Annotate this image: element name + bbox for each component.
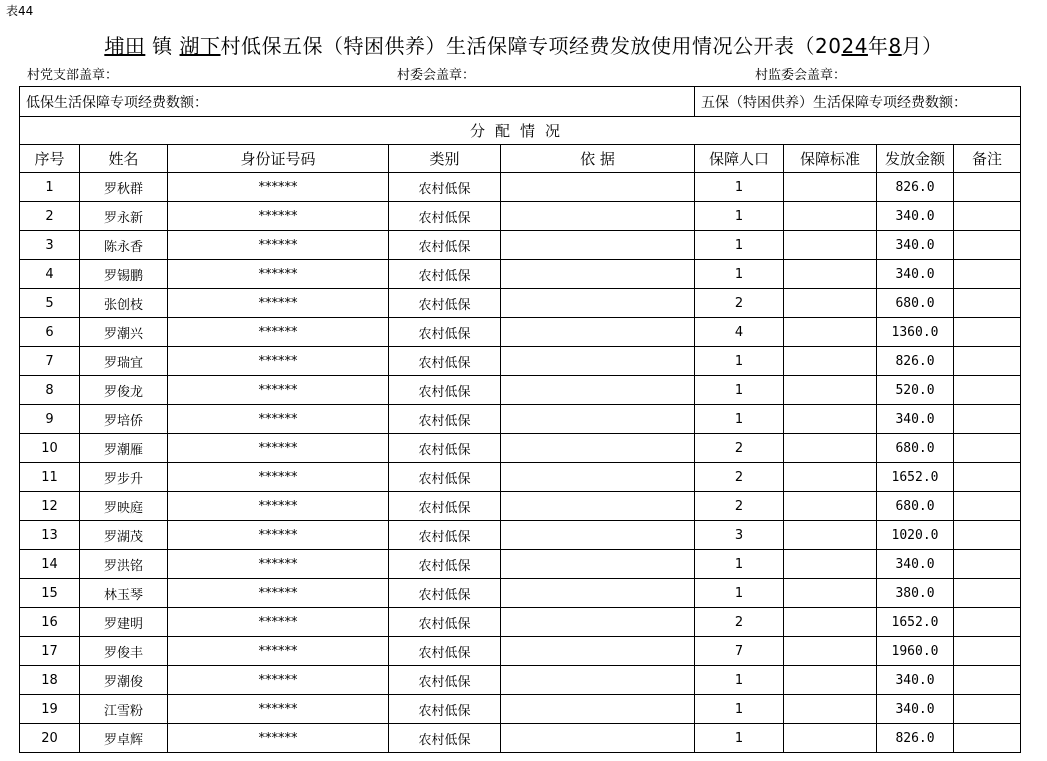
cell-id: ****** — [168, 376, 389, 405]
cell-standard — [784, 405, 877, 434]
cell-amount: 340.0 — [877, 695, 954, 724]
cell-amount: 826.0 — [877, 173, 954, 202]
title-month-suffix: 月） — [901, 34, 943, 58]
cell-standard — [784, 724, 877, 753]
cell-name: 罗锡鹏 — [80, 260, 168, 289]
cell-amount: 826.0 — [877, 347, 954, 376]
cell-standard — [784, 492, 877, 521]
cell-note — [954, 724, 1021, 753]
cell-note — [954, 695, 1021, 724]
cell-amount: 340.0 — [877, 231, 954, 260]
cell-id: ****** — [168, 724, 389, 753]
cell-basis — [501, 579, 695, 608]
cell-population: 1 — [695, 405, 784, 434]
cell-id: ****** — [168, 608, 389, 637]
cell-id: ****** — [168, 405, 389, 434]
cell-no: 6 — [20, 318, 80, 347]
cell-name: 罗映庭 — [80, 492, 168, 521]
cell-basis — [501, 231, 695, 260]
cell-note — [954, 579, 1021, 608]
cell-category: 农村低保 — [389, 231, 501, 260]
table-row — [20, 724, 1021, 753]
cell-amount: 680.0 — [877, 492, 954, 521]
cell-id: ****** — [168, 434, 389, 463]
table-row — [20, 202, 1021, 231]
cell-note — [954, 666, 1021, 695]
cell-basis — [501, 376, 695, 405]
title-year-suffix: 年 — [867, 34, 889, 58]
header-population: 保障人口 — [695, 145, 784, 173]
cell-standard — [784, 173, 877, 202]
cell-standard — [784, 463, 877, 492]
header-no: 序号 — [20, 145, 80, 173]
cell-standard — [784, 318, 877, 347]
cell-id: ****** — [168, 695, 389, 724]
cell-id: ****** — [168, 318, 389, 347]
cell-amount: 380.0 — [877, 579, 954, 608]
cell-name: 罗俊龙 — [80, 376, 168, 405]
header-note: 备注 — [954, 145, 1021, 173]
cell-category: 农村低保 — [389, 608, 501, 637]
cell-amount: 1652.0 — [877, 463, 954, 492]
table-row — [20, 231, 1021, 260]
cell-note — [954, 434, 1021, 463]
cell-population: 1 — [695, 173, 784, 202]
cell-note — [954, 637, 1021, 666]
cell-standard — [784, 260, 877, 289]
title-village: 湖下 — [179, 34, 221, 58]
cell-name: 罗洪铭 — [80, 550, 168, 579]
cell-no: 9 — [20, 405, 80, 434]
cell-category: 农村低保 — [389, 202, 501, 231]
cell-category: 农村低保 — [389, 347, 501, 376]
cell-population: 4 — [695, 318, 784, 347]
cell-standard — [784, 202, 877, 231]
cell-no: 13 — [20, 521, 80, 550]
cell-note — [954, 376, 1021, 405]
table-row — [20, 260, 1021, 289]
cell-id: ****** — [168, 260, 389, 289]
table-row — [20, 405, 1021, 434]
cell-category: 农村低保 — [389, 318, 501, 347]
cell-population: 2 — [695, 434, 784, 463]
cell-population: 1 — [695, 347, 784, 376]
cell-no: 17 — [20, 637, 80, 666]
cell-id: ****** — [168, 666, 389, 695]
cell-no: 5 — [20, 289, 80, 318]
cell-amount: 340.0 — [877, 405, 954, 434]
cell-population: 1 — [695, 666, 784, 695]
table-row — [20, 637, 1021, 666]
cell-id: ****** — [168, 231, 389, 260]
cell-standard — [784, 695, 877, 724]
title-month: 8 — [888, 34, 902, 58]
cell-population: 2 — [695, 289, 784, 318]
cell-category: 农村低保 — [389, 260, 501, 289]
cell-population: 1 — [695, 231, 784, 260]
cell-basis — [501, 463, 695, 492]
cell-basis — [501, 318, 695, 347]
cell-category: 农村低保 — [389, 463, 501, 492]
cell-no: 12 — [20, 492, 80, 521]
table-row — [20, 695, 1021, 724]
cell-amount: 1360.0 — [877, 318, 954, 347]
cell-id: ****** — [168, 347, 389, 376]
cell-basis — [501, 492, 695, 521]
table-row — [20, 463, 1021, 492]
cell-no: 16 — [20, 608, 80, 637]
cell-standard — [784, 550, 877, 579]
cell-standard — [784, 666, 877, 695]
header-category: 类别 — [389, 145, 501, 173]
cell-standard — [784, 608, 877, 637]
cell-name: 张创枝 — [80, 289, 168, 318]
cell-amount: 826.0 — [877, 724, 954, 753]
cell-amount: 520.0 — [877, 376, 954, 405]
header-basis: 依 据 — [501, 145, 695, 173]
cell-name: 罗瑞宜 — [80, 347, 168, 376]
cell-population: 1 — [695, 695, 784, 724]
cell-no: 19 — [20, 695, 80, 724]
cell-id: ****** — [168, 637, 389, 666]
cell-basis — [501, 666, 695, 695]
title-main: 村低保五保（特困供养）生活保障专项经费发放使用情况公开表（20 — [220, 34, 842, 58]
cell-population: 3 — [695, 521, 784, 550]
header-row — [20, 145, 1021, 173]
cell-note — [954, 521, 1021, 550]
cell-amount: 1020.0 — [877, 521, 954, 550]
cell-amount: 1652.0 — [877, 608, 954, 637]
header-name: 姓名 — [80, 145, 168, 173]
cell-amount: 340.0 — [877, 550, 954, 579]
cell-amount: 1960.0 — [877, 637, 954, 666]
cell-name: 罗建明 — [80, 608, 168, 637]
cell-note — [954, 231, 1021, 260]
fund-row — [20, 87, 1021, 117]
cell-basis — [501, 434, 695, 463]
cell-category: 农村低保 — [389, 550, 501, 579]
cell-id: ****** — [168, 289, 389, 318]
cell-population: 7 — [695, 637, 784, 666]
cell-name: 罗潮雁 — [80, 434, 168, 463]
cell-basis — [501, 289, 695, 318]
table-row — [20, 521, 1021, 550]
cell-note — [954, 318, 1021, 347]
cell-category: 农村低保 — [389, 579, 501, 608]
cell-id: ****** — [168, 463, 389, 492]
cell-name: 罗俊丰 — [80, 637, 168, 666]
cell-basis — [501, 347, 695, 376]
cell-name: 罗潮兴 — [80, 318, 168, 347]
cell-population: 1 — [695, 724, 784, 753]
cell-basis — [501, 695, 695, 724]
table-row — [20, 550, 1021, 579]
cell-no: 10 — [20, 434, 80, 463]
document-title — [0, 30, 1047, 59]
cell-category: 农村低保 — [389, 434, 501, 463]
cell-no: 14 — [20, 550, 80, 579]
cell-basis — [501, 637, 695, 666]
table-row — [20, 173, 1021, 202]
allocation-table — [19, 86, 1021, 753]
cell-no: 11 — [20, 463, 80, 492]
table-row — [20, 347, 1021, 376]
cell-id: ****** — [168, 550, 389, 579]
cell-no: 4 — [20, 260, 80, 289]
table-row — [20, 376, 1021, 405]
cell-no: 15 — [20, 579, 80, 608]
section-title: 分配情况 — [20, 117, 1021, 145]
cell-basis — [501, 173, 695, 202]
cell-category: 农村低保 — [389, 492, 501, 521]
table-row — [20, 492, 1021, 521]
cell-no: 1 — [20, 173, 80, 202]
cell-basis — [501, 260, 695, 289]
cell-name: 罗卓辉 — [80, 724, 168, 753]
cell-standard — [784, 347, 877, 376]
cell-note — [954, 492, 1021, 521]
cell-standard — [784, 637, 877, 666]
cell-basis — [501, 608, 695, 637]
table-row — [20, 608, 1021, 637]
table-row — [20, 318, 1021, 347]
cell-no: 18 — [20, 666, 80, 695]
cell-category: 农村低保 — [389, 289, 501, 318]
cell-name: 罗潮俊 — [80, 666, 168, 695]
cell-standard — [784, 289, 877, 318]
cell-no: 2 — [20, 202, 80, 231]
cell-name: 罗培侨 — [80, 405, 168, 434]
cell-id: ****** — [168, 492, 389, 521]
party-seal-label: 村党支部盖章： — [27, 68, 119, 83]
table-row — [20, 434, 1021, 463]
cell-note — [954, 347, 1021, 376]
cell-basis — [501, 202, 695, 231]
cell-amount: 340.0 — [877, 260, 954, 289]
title-town-suffix: 镇 — [152, 34, 173, 58]
cell-category: 农村低保 — [389, 521, 501, 550]
cell-note — [954, 289, 1021, 318]
cell-amount: 680.0 — [877, 289, 954, 318]
supervision-seal-label: 村监委会盖章： — [755, 68, 847, 83]
cell-note — [954, 463, 1021, 492]
cell-id: ****** — [168, 173, 389, 202]
cell-population: 2 — [695, 492, 784, 521]
cell-name: 江雪粉 — [80, 695, 168, 724]
cell-no: 7 — [20, 347, 80, 376]
cell-no: 3 — [20, 231, 80, 260]
cell-category: 农村低保 — [389, 405, 501, 434]
cell-standard — [784, 521, 877, 550]
title-town: 埔田 — [104, 34, 146, 58]
header-standard: 保障标准 — [784, 145, 877, 173]
cell-standard — [784, 434, 877, 463]
cell-note — [954, 202, 1021, 231]
table-row — [20, 579, 1021, 608]
table-tag: 表44 — [6, 4, 34, 18]
cell-name: 罗秋群 — [80, 173, 168, 202]
cell-population: 2 — [695, 608, 784, 637]
cell-population: 1 — [695, 579, 784, 608]
cell-standard — [784, 376, 877, 405]
cell-no: 20 — [20, 724, 80, 753]
cell-note — [954, 260, 1021, 289]
cell-standard — [784, 231, 877, 260]
cell-note — [954, 405, 1021, 434]
cell-category: 农村低保 — [389, 173, 501, 202]
cell-name: 陈永香 — [80, 231, 168, 260]
committee-seal-label: 村委会盖章： — [397, 68, 476, 83]
cell-basis — [501, 550, 695, 579]
cell-standard — [784, 579, 877, 608]
cell-name: 罗湖茂 — [80, 521, 168, 550]
cell-amount: 680.0 — [877, 434, 954, 463]
cell-basis — [501, 521, 695, 550]
table-row — [20, 666, 1021, 695]
cell-no: 8 — [20, 376, 80, 405]
cell-amount: 340.0 — [877, 202, 954, 231]
cell-category: 农村低保 — [389, 637, 501, 666]
cell-name: 罗步升 — [80, 463, 168, 492]
dibao-fund-label: 低保生活保障专项经费数额： — [20, 87, 695, 117]
cell-category: 农村低保 — [389, 724, 501, 753]
cell-id: ****** — [168, 579, 389, 608]
wubao-fund-label: 五保（特困供养）生活保障专项经费数额： — [695, 87, 1021, 117]
cell-population: 1 — [695, 202, 784, 231]
cell-name: 林玉琴 — [80, 579, 168, 608]
cell-note — [954, 173, 1021, 202]
header-id: 身份证号码 — [168, 145, 389, 173]
section-row — [20, 117, 1021, 145]
cell-basis — [501, 724, 695, 753]
cell-name: 罗永新 — [80, 202, 168, 231]
cell-note — [954, 550, 1021, 579]
cell-population: 1 — [695, 260, 784, 289]
header-amount: 发放金额 — [877, 145, 954, 173]
cell-category: 农村低保 — [389, 666, 501, 695]
cell-category: 农村低保 — [389, 695, 501, 724]
cell-amount: 340.0 — [877, 666, 954, 695]
cell-note — [954, 608, 1021, 637]
table-row — [20, 289, 1021, 318]
cell-population: 1 — [695, 376, 784, 405]
cell-id: ****** — [168, 202, 389, 231]
cell-id: ****** — [168, 521, 389, 550]
cell-category: 农村低保 — [389, 376, 501, 405]
cell-population: 2 — [695, 463, 784, 492]
cell-population: 1 — [695, 550, 784, 579]
cell-basis — [501, 405, 695, 434]
title-year: 24 — [841, 34, 868, 58]
